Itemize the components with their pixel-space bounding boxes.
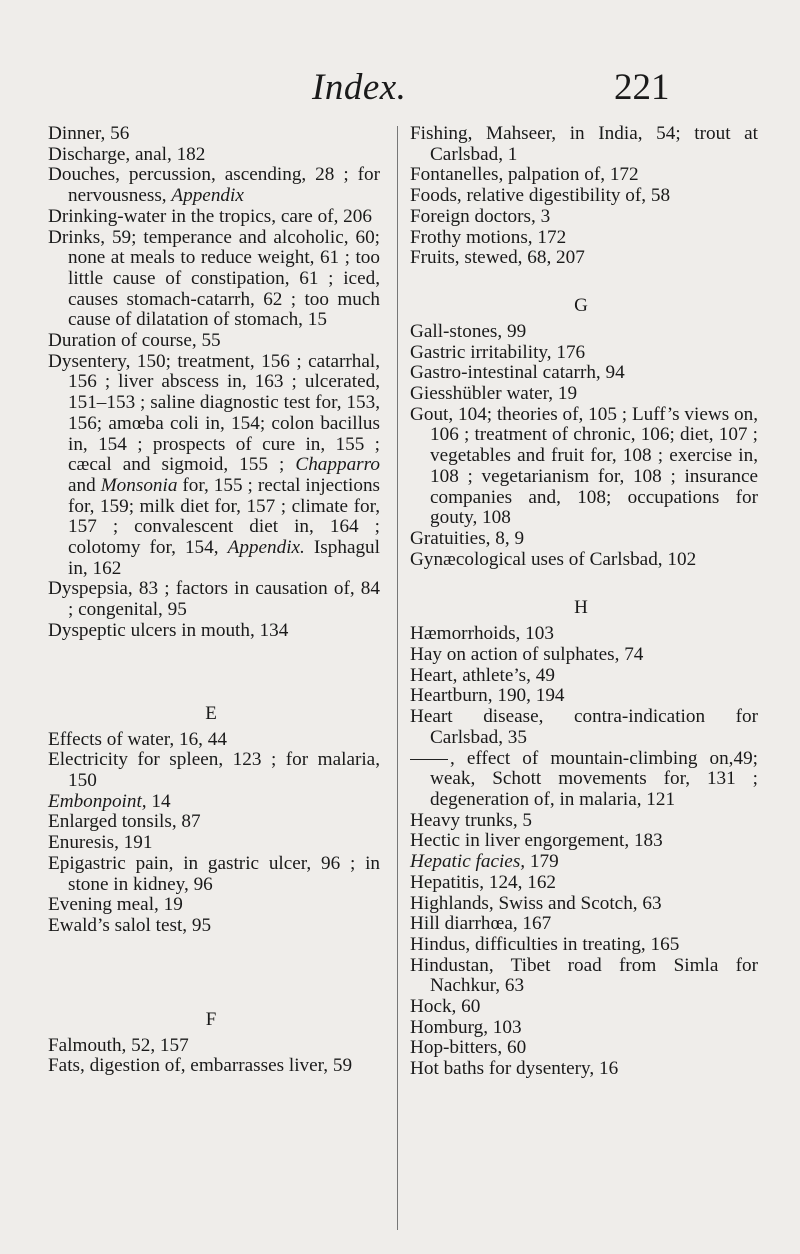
index-entry: Foods, relative digestibility of, 58 — [410, 185, 671, 207]
index-entry — [48, 165, 380, 206]
index-entry: Electricity for spleen, 123 ; for malaria, 150 — [48, 749, 380, 791]
entry-italic: Embonpoint, — [48, 790, 147, 812]
entry-text: for, 155 ; rectal injections for, 159; milk diet for, 157 ; climate for, 157 ; convalescent diet in, 164 ; colotomy for, 154, — [68, 474, 380, 559]
index-entry: Effects of water, 16, 44 — [48, 728, 227, 750]
index-entry: Hectic in liver engorgement, 183 — [410, 830, 663, 852]
index-entry: Foreign doctors, 3 — [410, 205, 551, 227]
index-entry — [48, 792, 380, 813]
entry-italic: Chapparro — [295, 454, 380, 476]
index-entry: Highlands, Swiss and Scotch, 63 — [410, 892, 662, 914]
index-entry: Discharge, anal, 182 — [48, 143, 206, 165]
entry-text: Dysentery, 150; treatment, 156 ; catarrhal, 156 ; liver abscess in, 163 ; ulcerated, 151–153 ; saline diagnostic test for, 153, 156; amœba coli in, 154; colon bacillus in, 154 ; prospects of cure in, 155 ; cæcal and sigmoid, 155 ; — [48, 350, 380, 476]
index-entry: Epigastric pain, in gastric ulcer, 96 ; in stone in kidney, 96 — [48, 852, 380, 895]
column-divider — [397, 126, 398, 1230]
index-entry: Hepatitis, 124, 162 — [410, 871, 557, 893]
page-header — [0, 66, 800, 106]
page-number: 221 — [614, 67, 670, 108]
index-entry: Gynæcological uses of Carlsbad, 102 — [410, 548, 697, 570]
index-entry: Fruits, stewed, 68, 207 — [410, 247, 585, 269]
index-entry: Giesshübler water, 19 — [410, 383, 578, 405]
index-entry: Gout, 104; theories of, 105 ; Luff’s views on, 106 ; treatment of chronic, 106; diet, 107 ; vegetables and fruit for, 108 ; exercise in, 108 ; vegetarianism for, 108 ; insurance companies and, 108; occupations for gouty, 108 — [410, 403, 758, 529]
index-entry — [410, 749, 758, 811]
entry-text: , effect of mountain-climbing on,49; weak, Schott movements for, 131 ; degeneration of, in malaria, 121 — [430, 747, 758, 810]
index-entry: Hindustan, Tibet road from Simla for Nachkur, 63 — [410, 954, 758, 997]
index-entry: Enuresis, 191 — [48, 832, 153, 854]
index-entry: Hop-bitters, 60 — [410, 1037, 527, 1059]
section-letter-g: G — [574, 294, 588, 316]
index-entry: Hindus, difficulties in treating, 165 — [410, 933, 680, 955]
index-entry — [410, 852, 758, 873]
ditto-dash — [410, 759, 448, 760]
index-entry: Fats, digestion of, embarrasses liver, 59 — [48, 1055, 353, 1077]
index-entry: Heart, athlete’s, 49 — [410, 664, 555, 686]
index-entry: Fontanelles, palpation of, 172 — [410, 164, 639, 186]
index-entry: Gastro-intestinal catarrh, 94 — [410, 362, 625, 384]
index-column-left — [48, 124, 380, 1077]
entry-text: and — [68, 474, 101, 496]
index-entry: Dinner, 56 — [48, 123, 130, 144]
index-entry: Gall-stones, 99 — [410, 320, 527, 342]
entry-text: 179 — [525, 851, 559, 873]
index-entry — [48, 352, 380, 580]
index-entry: Enlarged tonsils, 87 — [48, 811, 201, 833]
index-entry: Dyspeptic ulcers in mouth, 134 — [48, 619, 289, 641]
entry-text: 14 — [146, 790, 171, 812]
index-entry: Falmouth, 52, 157 — [48, 1034, 189, 1056]
index-entry: Heavy trunks, 5 — [410, 809, 533, 831]
index-entry: Gastric irritability, 176 — [410, 341, 586, 363]
section-letter-h: H — [574, 597, 588, 619]
page-title: Index. — [312, 67, 407, 108]
index-entry: Dyspepsia, 83 ; factors in causation of, 84 ; congenital, 95 — [48, 578, 380, 621]
index-entry: Gratuities, 8, 9 — [410, 527, 525, 549]
entry-text: Isphagul in, 162 — [68, 537, 380, 579]
section-letter-e: E — [205, 702, 217, 724]
entry-italic: Monsonia — [100, 474, 178, 496]
section-letter-f: F — [205, 1008, 217, 1030]
index-entry: Drinks, 59; temperance and alcoholic, 60; none at meals to reduce weight, 61 ; too little cause of constipation, 61 ; iced, causes stomach-catarrh, 62 ; too much cause of dilatation of stomach, 15 — [48, 226, 380, 331]
entry-italic: Appendix — [171, 185, 244, 207]
index-entry: Homburg, 103 — [410, 1016, 522, 1038]
index-entry: Drinking-water in the tropics, care of, 206 — [48, 205, 372, 227]
index-entry: Evening meal, 19 — [48, 894, 183, 916]
index-entry: Frothy motions, 172 — [410, 226, 567, 248]
index-column-right — [410, 124, 758, 1080]
index-entry: Hock, 60 — [410, 996, 481, 1018]
index-entry: Heartburn, 190, 194 — [410, 685, 565, 707]
index-entry: Hæmorrhoids, 103 — [410, 623, 554, 645]
index-entry: Heart disease, contra-indication for Carlsbad, 35 — [410, 706, 758, 748]
entry-italic: Hepatic facies, — [410, 851, 526, 873]
index-entry: Fishing, Mahseer, in India, 54; trout at Carlsbad, 1 — [410, 123, 758, 165]
index-entry: Hay on action of sulphates, 74 — [410, 644, 644, 666]
index-entry: Duration of course, 55 — [48, 330, 221, 352]
entry-text: Douches, percussion, ascending, 28 ; for nervousness, — [48, 164, 380, 207]
entry-italic: Appendix. — [227, 537, 305, 559]
index-entry: Hill diarrhœa, 167 — [410, 913, 552, 935]
index-entry: Hot baths for dysentery, 16 — [410, 1058, 619, 1080]
index-entry: Ewald’s salol test, 95 — [48, 914, 212, 936]
